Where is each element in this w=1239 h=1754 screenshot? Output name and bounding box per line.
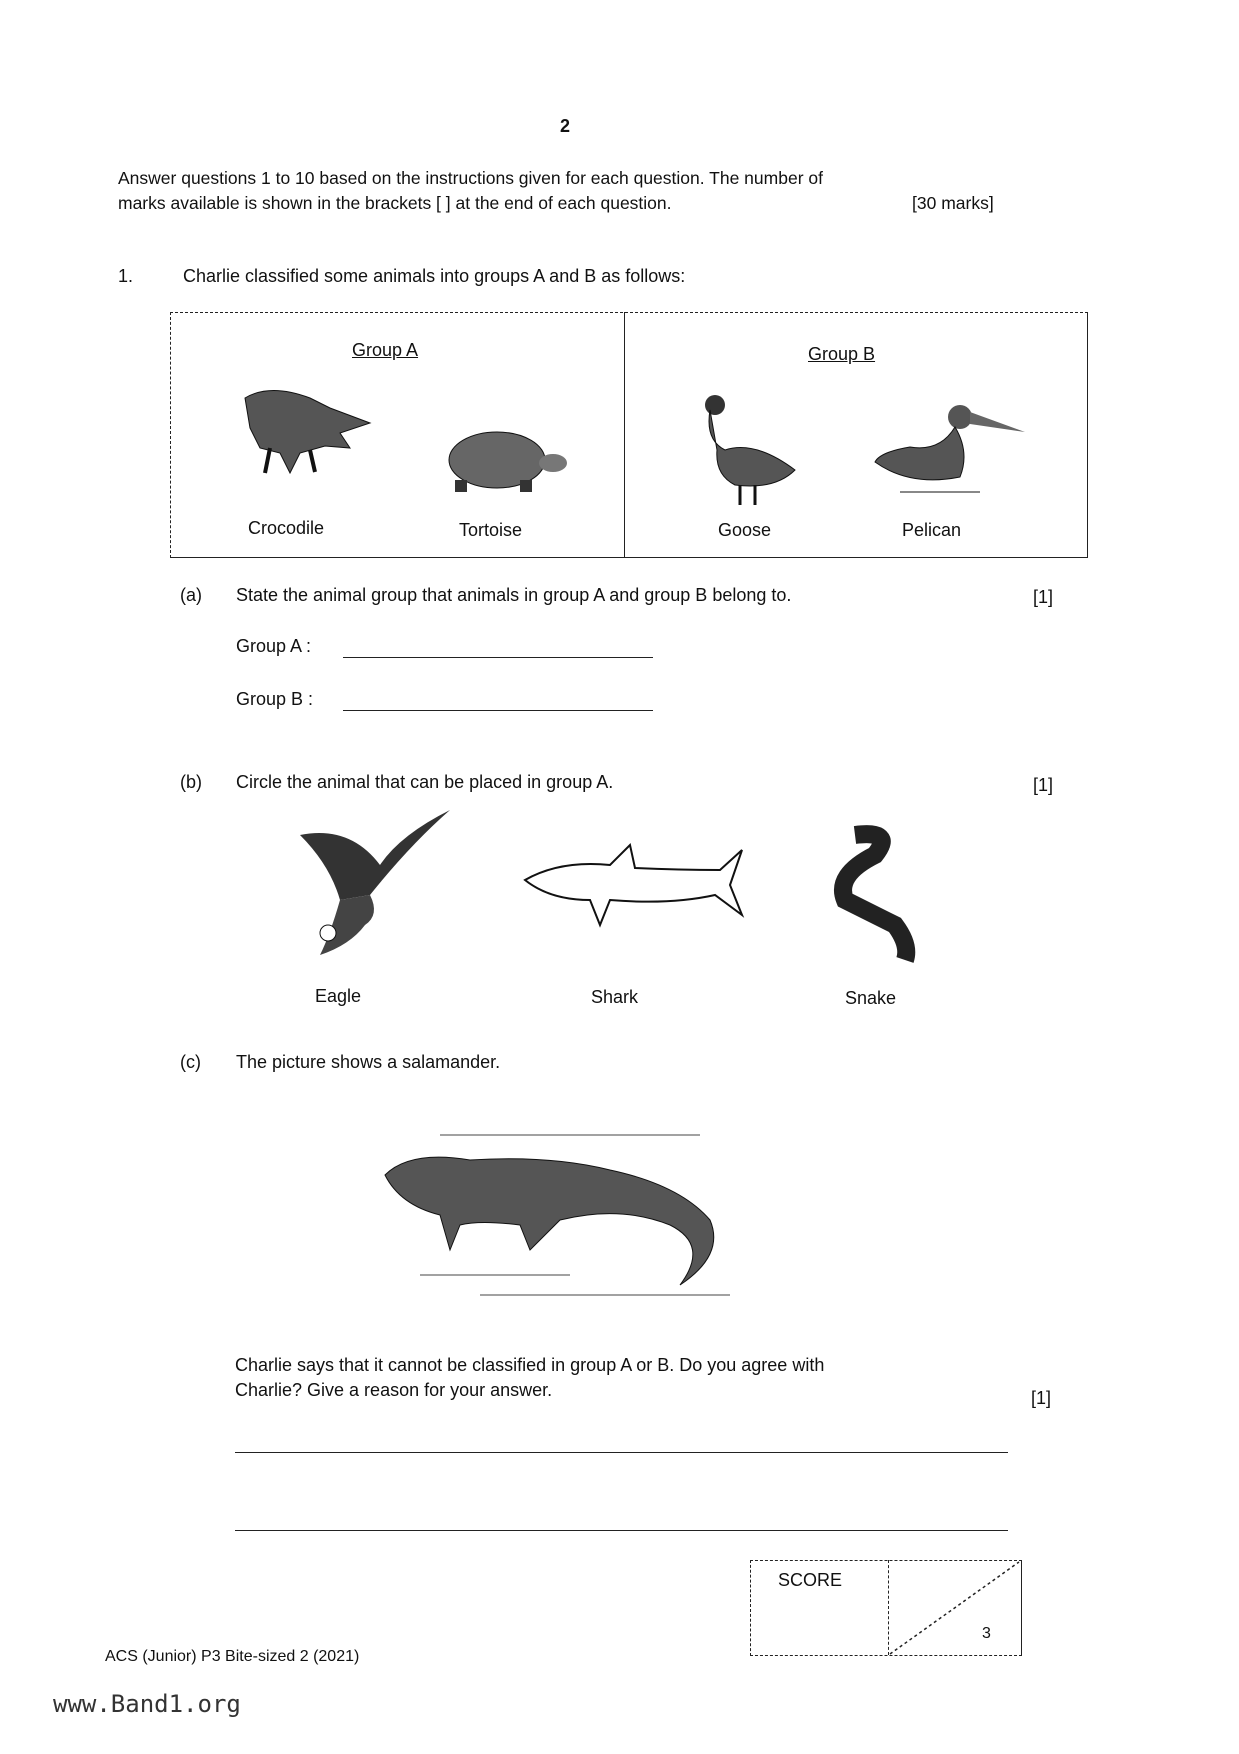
animal-label-tortoise: Tortoise — [459, 520, 523, 540]
footer-source: ACS (Junior) P3 Bite-sized 2 (2021) — [105, 1648, 360, 1665]
part-c-text: The picture shows a salamander. — [236, 1052, 501, 1072]
part-a-label: (a) — [180, 585, 202, 605]
instructions-line2: marks available is shown in the brackets [ ] at the end of each question. — [118, 193, 672, 213]
question-stem: Charlie classified some animals into groups A and B as follows: — [183, 266, 686, 286]
part-c-label: (c) — [180, 1052, 201, 1072]
part-b-text: Circle the animal that can be placed in group A. — [236, 772, 614, 792]
part-a-text: State the animal group that animals in group A and group B belong to. — [236, 585, 792, 605]
answer-line-2[interactable] — [235, 1530, 1008, 1531]
part-b-marks: [1] — [1033, 775, 1054, 795]
salamander-image — [380, 1125, 750, 1305]
eagle-image[interactable] — [290, 805, 455, 970]
page-number: 2 — [560, 116, 571, 136]
group-a-field-label: Group A : — [236, 636, 312, 656]
snake-image[interactable] — [815, 825, 925, 965]
pelican-image — [870, 392, 1030, 507]
part-c-question-line2: Charlie? Give a reason for your answer. — [235, 1380, 553, 1400]
animal-label-crocodile: Crocodile — [248, 518, 325, 538]
group-b-answer-line[interactable] — [343, 710, 653, 711]
group-a-title: Group A — [352, 340, 419, 360]
question-number: 1. — [118, 266, 134, 286]
crocodile-image — [230, 378, 375, 498]
part-a-marks: [1] — [1033, 587, 1054, 607]
table-divider — [624, 312, 625, 557]
group-a-answer-line[interactable] — [343, 657, 653, 658]
answer-line-1[interactable] — [235, 1452, 1008, 1453]
part-c-marks: [1] — [1031, 1388, 1052, 1408]
group-b-field-label: Group B : — [236, 689, 314, 709]
group-b-title: Group B — [808, 344, 876, 364]
score-total: 3 — [982, 1625, 991, 1642]
part-b-label: (b) — [180, 772, 202, 792]
option-label-shark: Shark — [591, 987, 639, 1007]
part-c-question-line1: Charlie says that it cannot be classified in group A or B. Do you agree with — [235, 1355, 825, 1375]
tortoise-image — [435, 425, 570, 500]
instructions-line1: Answer questions 1 to 10 based on the instructions given for each question. The number of — [118, 168, 823, 188]
animal-label-pelican: Pelican — [902, 520, 962, 540]
score-diagonal — [888, 1560, 1021, 1656]
goose-image — [695, 390, 810, 510]
score-label: SCORE — [778, 1570, 843, 1590]
option-label-snake: Snake — [845, 988, 897, 1008]
website-watermark[interactable]: www.Band1.org — [53, 1690, 241, 1718]
shark-image[interactable] — [520, 840, 745, 955]
animal-label-goose: Goose — [718, 520, 772, 540]
option-label-eagle: Eagle — [315, 986, 362, 1006]
total-marks: [30 marks] — [912, 193, 994, 213]
